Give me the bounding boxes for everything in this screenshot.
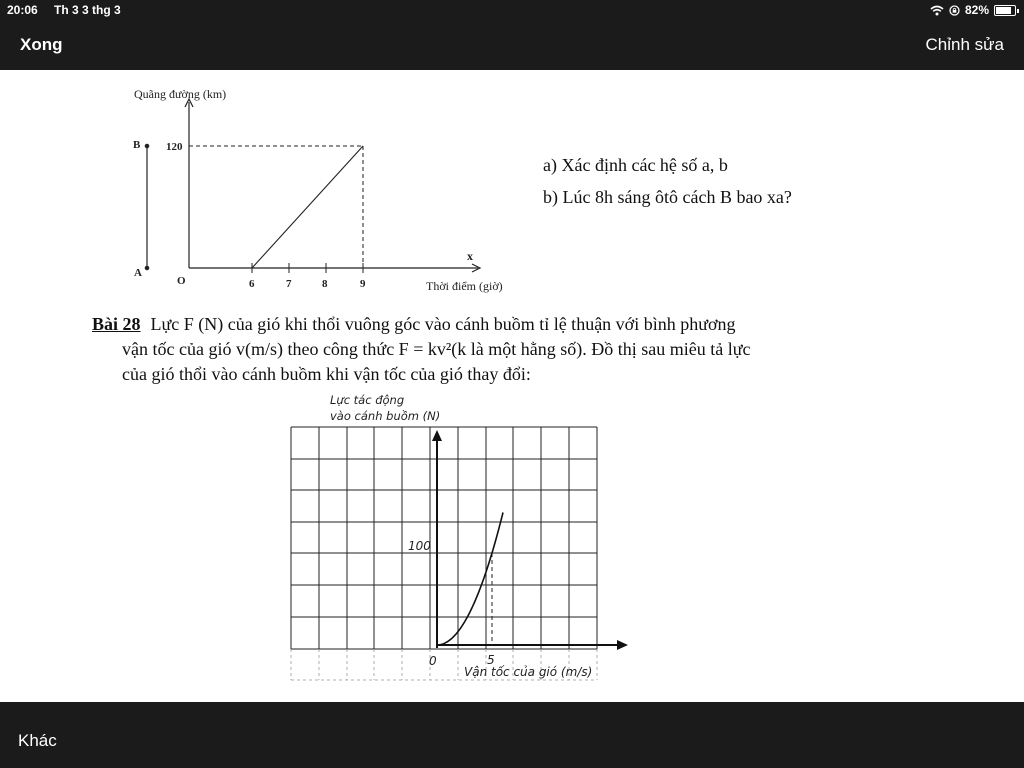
bottom-bar bbox=[0, 712, 1024, 768]
g1-x-tick-8: 8 bbox=[322, 278, 328, 290]
problem-text-1: Lực F (N) của gió khi thổi vuông góc vào cánh buồm tỉ lệ thuận với bình phương bbox=[150, 314, 736, 334]
g2-y-label-2: vào cánh buồm (N) bbox=[330, 409, 441, 423]
g2-x-arrow bbox=[617, 640, 628, 650]
g2-origin: 0 bbox=[429, 654, 437, 668]
g2-y-tick-100: 100 bbox=[408, 539, 431, 553]
force-speed-graph bbox=[291, 427, 628, 680]
wifi-icon bbox=[930, 5, 944, 16]
g1-point-a-dot bbox=[145, 266, 149, 270]
g1-origin: O bbox=[177, 275, 186, 287]
g1-x-tick-6: 6 bbox=[249, 278, 255, 290]
g1-point-b: B bbox=[133, 139, 141, 151]
g2-data-curve bbox=[437, 513, 503, 646]
battery-fill bbox=[996, 7, 1011, 14]
more-button[interactable]: Khác bbox=[18, 731, 57, 750]
g2-grid bbox=[291, 427, 597, 649]
problem-line-1 bbox=[92, 312, 932, 337]
g2-x-tick-5: 5 bbox=[487, 653, 495, 667]
edit-button[interactable]: Chỉnh sửa bbox=[925, 35, 1004, 54]
status-right bbox=[930, 3, 1016, 17]
battery-tip bbox=[1017, 9, 1019, 13]
g1-point-b-dot bbox=[145, 144, 149, 148]
g1-x-tick-7: 7 bbox=[286, 278, 292, 290]
g2-x-label: Vận tốc của gió (m/s) bbox=[464, 665, 593, 679]
rotation-lock-icon bbox=[949, 5, 960, 16]
done-button[interactable]: Xong bbox=[20, 35, 63, 54]
g1-y-tick-120: 120 bbox=[166, 141, 183, 153]
g2-y-label-1: Lực tác động bbox=[330, 393, 405, 407]
question-b: b) Lúc 8h sáng ôtô cách B bao xa? bbox=[543, 187, 792, 207]
question-a: a) Xác định các hệ số a, b bbox=[543, 155, 728, 175]
problem-title: Bài 28 bbox=[92, 314, 141, 334]
document-page[interactable] bbox=[0, 70, 1024, 702]
battery-percent: 82% bbox=[964, 3, 989, 17]
problem-28 bbox=[92, 312, 932, 387]
battery-icon bbox=[994, 5, 1016, 16]
g1-data-line bbox=[252, 146, 363, 268]
g2-labels bbox=[330, 393, 592, 679]
g1-x-var: x bbox=[467, 249, 473, 263]
g1-point-a: A bbox=[134, 267, 142, 279]
status-time: 20:06 bbox=[7, 3, 38, 17]
problem-text-2: vận tốc của gió v(m/s) theo công thức F = kv²(k là một hằng số). Đồ thị sau miêu tả lực bbox=[122, 339, 751, 359]
g1-y-label: Quãng đường (km) bbox=[134, 87, 227, 101]
g1-x-tick-9: 9 bbox=[360, 278, 366, 290]
g1-x-label: Thời điểm (giờ) bbox=[426, 279, 503, 293]
distance-time-graph bbox=[145, 99, 480, 273]
status-date: Th 3 3 thg 3 bbox=[54, 3, 121, 17]
problem-text-3: của gió thổi vào cánh buồm khi vận tốc của gió thay đổi: bbox=[122, 364, 531, 384]
top-bar bbox=[0, 0, 1024, 70]
g2-y-arrow bbox=[432, 430, 442, 441]
